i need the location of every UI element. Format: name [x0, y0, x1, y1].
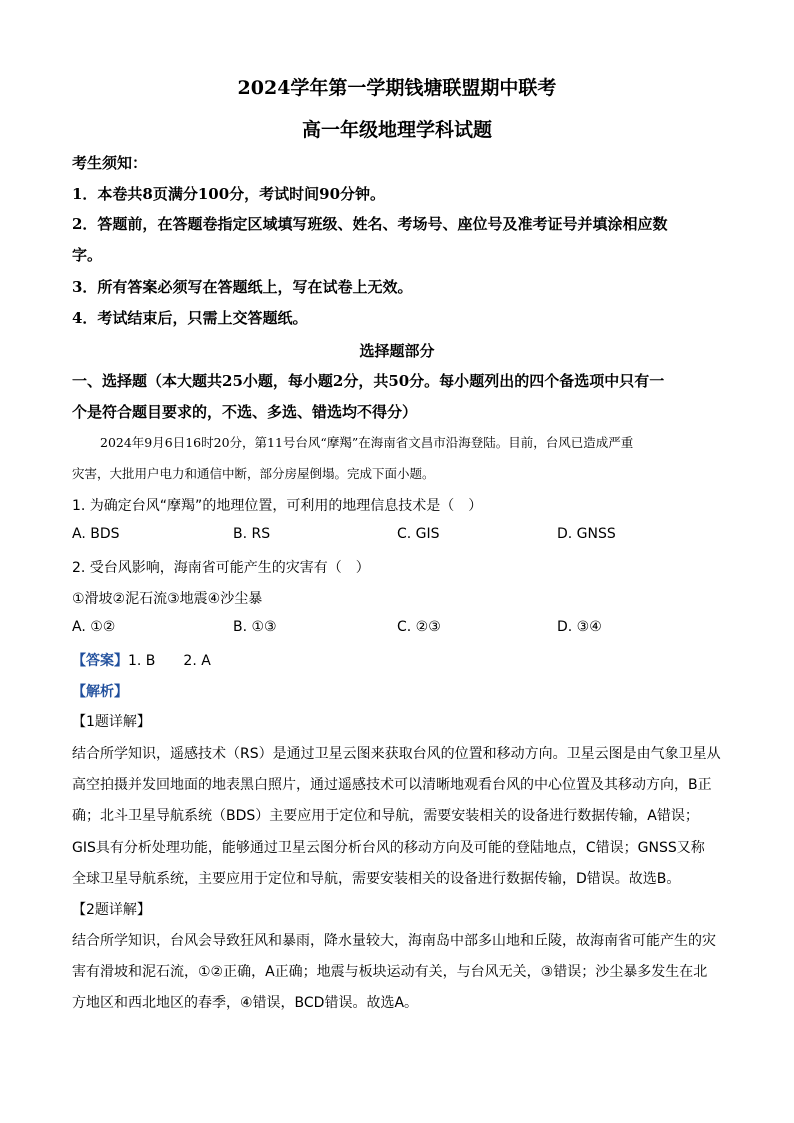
notice-heading: 考生须知： [72, 154, 148, 172]
detail1-label: 【1题详解】 [72, 714, 151, 730]
detail1-line2: 高空拍摄并发回地面的地表黑白照片，通过遥感技术可以清晰地观看台风的中心位置及其移动方向，B正 [72, 777, 712, 793]
detail1-line5: 全球卫星导航系统，主要应用于定位和导航，需要安装相关的设备进行数据传输，D错误。故选B。 [72, 871, 681, 887]
exam-title: 2024学年第一学期钱塘联盟期中联考 [237, 77, 557, 99]
q2-option-b: B. ①③ [233, 619, 277, 635]
q2-items: ①滑坡②泥石流③地震④沙尘暴 [72, 591, 263, 607]
answer-value: 1. B 2. A [128, 653, 211, 669]
notice-item-3: 3．所有答案必须写在答题纸上，写在试卷上无效。 [72, 278, 413, 296]
answer-row [72, 650, 211, 670]
detail2-line3: 方地区和西北地区的春季，④错误，BCD错误。故选A。 [72, 995, 419, 1011]
answer-label: 【答案】 [72, 653, 128, 669]
exam-subtitle: 高一年级地理学科试题 [301, 119, 492, 141]
q2-option-d: D. ③④ [557, 619, 602, 635]
section-title: 选择题部分 [359, 342, 435, 360]
q1-stem: 1. 为确定台风“摩羯”的地理位置，可利用的地理信息技术是（ ） [72, 498, 483, 514]
detail1-line3: 确；北斗卫星导航系统（BDS）主要应用于定位和导航，需要安装相关的设备进行数据传输，A错误； [72, 808, 699, 824]
analysis-label: 【解析】 [72, 684, 128, 700]
notice-item-1: 1．本卷共8页满分100分，考试时间90分钟。 [72, 185, 386, 203]
part1-instruction-line1: 一、选择题（本大题共25小题，每小题2分，共50分。每小题列出的四个备选项中只有一 [72, 372, 665, 390]
notice-item-2: 2．答题前，在答题卷指定区域填写班级、姓名、考场号、座位号及准考证号并填涂相应数 [72, 215, 668, 233]
detail1-line4: GIS具有分析处理功能，能够通过卫星云图分析台风的移动方向及可能的登陆地点，C错误；GNSS又称 [72, 840, 705, 856]
q2-option-a: A. ①② [72, 619, 116, 635]
part1-instruction-line2: 个是符合题目要求的，不选、多选、错选均不得分） [72, 403, 418, 421]
q1-option-b: B. RS [233, 526, 271, 542]
notice-item-4: 4．考试结束后，只需上交答题纸。 [72, 309, 308, 327]
passage-line1: 2024年9月6日16时20分，第11号台风“摩羯”在海南省文昌市沿海登陆。目前，台风已造成严重 [100, 435, 634, 450]
q1-option-a: A. BDS [72, 526, 120, 542]
q1-option-d: D. GNSS [557, 526, 616, 542]
detail1-line1: 结合所学知识，遥感技术（RS）是通过卫星云图来获取台风的位置和移动方向。卫星云图是由气象卫星从 [72, 746, 721, 762]
notice-item-2-cont: 字。 [72, 246, 103, 264]
q2-stem: 2. 受台风影响，海南省可能产生的灾害有（ ） [72, 560, 370, 576]
q2-option-c: C. ②③ [397, 619, 441, 635]
passage-line2: 灾害，大批用户电力和通信中断，部分房屋倒塌。完成下面小题。 [72, 466, 435, 481]
detail2-line1: 结合所学知识，台风会导致狂风和暴雨，降水量较大，海南岛中部多山地和丘陵，故海南省可能产生的灾 [72, 933, 716, 949]
q1-option-c: C. GIS [397, 526, 440, 542]
detail2-line2: 害有滑坡和泥石流，①②正确，A正确；地震与板块运动有关，与台风无关，③错误；沙尘暴多发生在北 [72, 964, 708, 980]
detail2-label: 【2题详解】 [72, 902, 151, 918]
